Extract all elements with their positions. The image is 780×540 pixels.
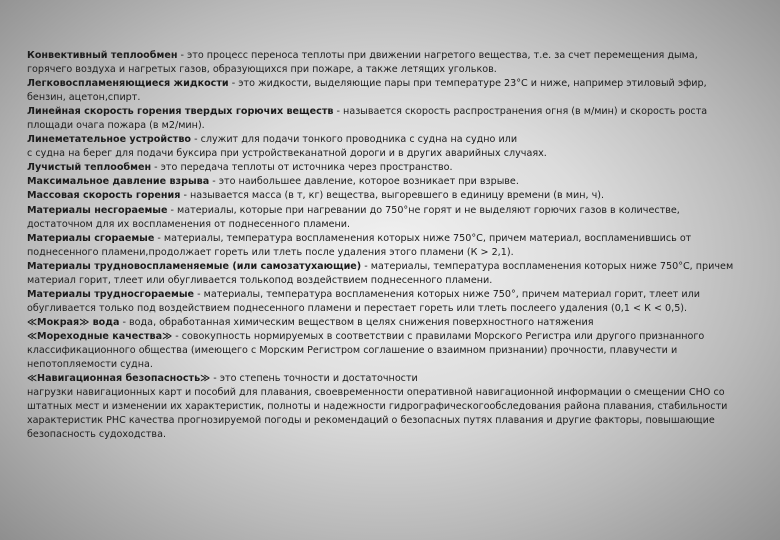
entry-text: - это процесс переноса теплоты при движении нагретого вещества, т.е. за счет перемещения дыма, горячего воздуха и нагретых газов, образующихся при пожаре, а также летящих угольков. (27, 50, 698, 76)
entry-term: Массовая скорость горения (27, 190, 181, 202)
entry-text: - совокупность нормируемых в соответствии с правилами Морского Регистра или другого признанного классификационного общества (имеющего с Морским Регистром соглашение о взаимном признании) прочности, плавучести и непотопляемости судна. (27, 330, 705, 371)
entry-text: - материалы, температура воспламенения которых ниже 750°, причем материал горит, тлеет или обугливается только под воздействием поднесенного пламени и перестает гореть или тлеть послеего удаления (0,1 < К < 0,5). (27, 288, 701, 314)
glossary-entry (27, 372, 739, 386)
entry-term: Линейная скорость горения твердых горючих веществ (27, 106, 334, 118)
entry-text: - называется масса (в т, кг) вещества, выгоревшего в единицу времени (в мин, ч). (180, 190, 605, 202)
glossary-entry (27, 133, 739, 147)
glossary-entry (27, 288, 739, 316)
entry-text: с судна на берег для подачи буксира при устройствеканатной дороги и в других аварийных случаях. (27, 148, 547, 160)
entry-text: - материалы, температура воспламенения которых ниже 750°С, причем материал горит, тлеет или обугливается толькопод воздействием поднесенного пламени. (27, 260, 734, 286)
entry-term: ≪Навигационная безопасность≫ (27, 373, 211, 385)
glossary-entry (27, 232, 739, 260)
glossary-entry (27, 260, 739, 288)
glossary-entry (27, 189, 739, 203)
entry-text: нагрузки навигационных карт и пособий для плавания, своевременности оперативной навигационной информации о смещении СНО со штатных мест и изменении их характеристик, полноты и надежности гидрографическогообследования района плавания, стабильности характеристик РНС качества прогнозируемой погоды и рекомендаций о безопасных путях плавания и другие факторы, повышающие безопасность судоходства. (27, 387, 728, 441)
glossary-entry (27, 330, 739, 372)
entry-text: - материалы, температура воспламенения которых ниже 750°С, причем материал, воспламенившись от поднесенного пламени,продолжает гореть или тлеть после удаления этого пламени (К > 2,1). (27, 232, 692, 258)
entry-term: Максимальное давление взрыва (27, 176, 210, 188)
entry-term: Материалы несгораемые (27, 204, 168, 216)
glossary-entry (27, 316, 739, 330)
entry-text: - это жидкости, выделяющие пары при температуре 23°С и ниже, например этиловый эфир, бензин, ацетон,спирт. (27, 78, 707, 104)
entry-text: - это наибольшее давление, которое возникает при взрыве. (209, 176, 519, 188)
entry-term: ≪Мореходные качества≫ (27, 330, 173, 342)
entry-term: Материалы трудновоспламеняемые (или самозатухающие) (27, 260, 362, 272)
entry-term: Линеметательное устройство (27, 134, 192, 146)
glossary-entry (27, 161, 739, 175)
glossary-entry (27, 175, 739, 189)
entry-text: - служит для подачи тонкого проводника с судна на судно или (191, 134, 518, 146)
glossary-entry (27, 77, 739, 105)
entry-text: - это передача теплоты от источника через пространство. (151, 162, 453, 174)
entry-term: ≪Мокрая≫ вода (27, 316, 120, 328)
glossary-entry (27, 147, 739, 161)
glossary-entry (27, 49, 739, 77)
entry-text: - называется скорость распространения огня (в м/мин) и скорость роста площади очага пожара (в м2/мин). (27, 106, 708, 132)
glossary-entry (27, 386, 739, 442)
entry-text: - вода, обработанная химическим веществом в целях снижения поверхностного натяжения (119, 316, 594, 328)
entry-term: Лучистый теплообмен (27, 162, 152, 174)
glossary-text (27, 49, 739, 442)
entry-text: - материалы, которые при нагревании до 750°не горят и не выделяют горючих газов в количестве, достаточном для их воспламенения от поднесенного пламени. (27, 204, 680, 230)
entry-text: - это степень точности и достаточности (210, 373, 418, 385)
glossary-entry (27, 204, 739, 232)
entry-term: Материалы сгораемые (27, 232, 155, 244)
entry-term: Материалы трудносгораемые (27, 288, 195, 300)
entry-term: Конвективный теплообмен (27, 50, 178, 61)
entry-term: Легковоспламеняющиеся жидкости (27, 78, 229, 90)
glossary-entry (27, 105, 739, 133)
